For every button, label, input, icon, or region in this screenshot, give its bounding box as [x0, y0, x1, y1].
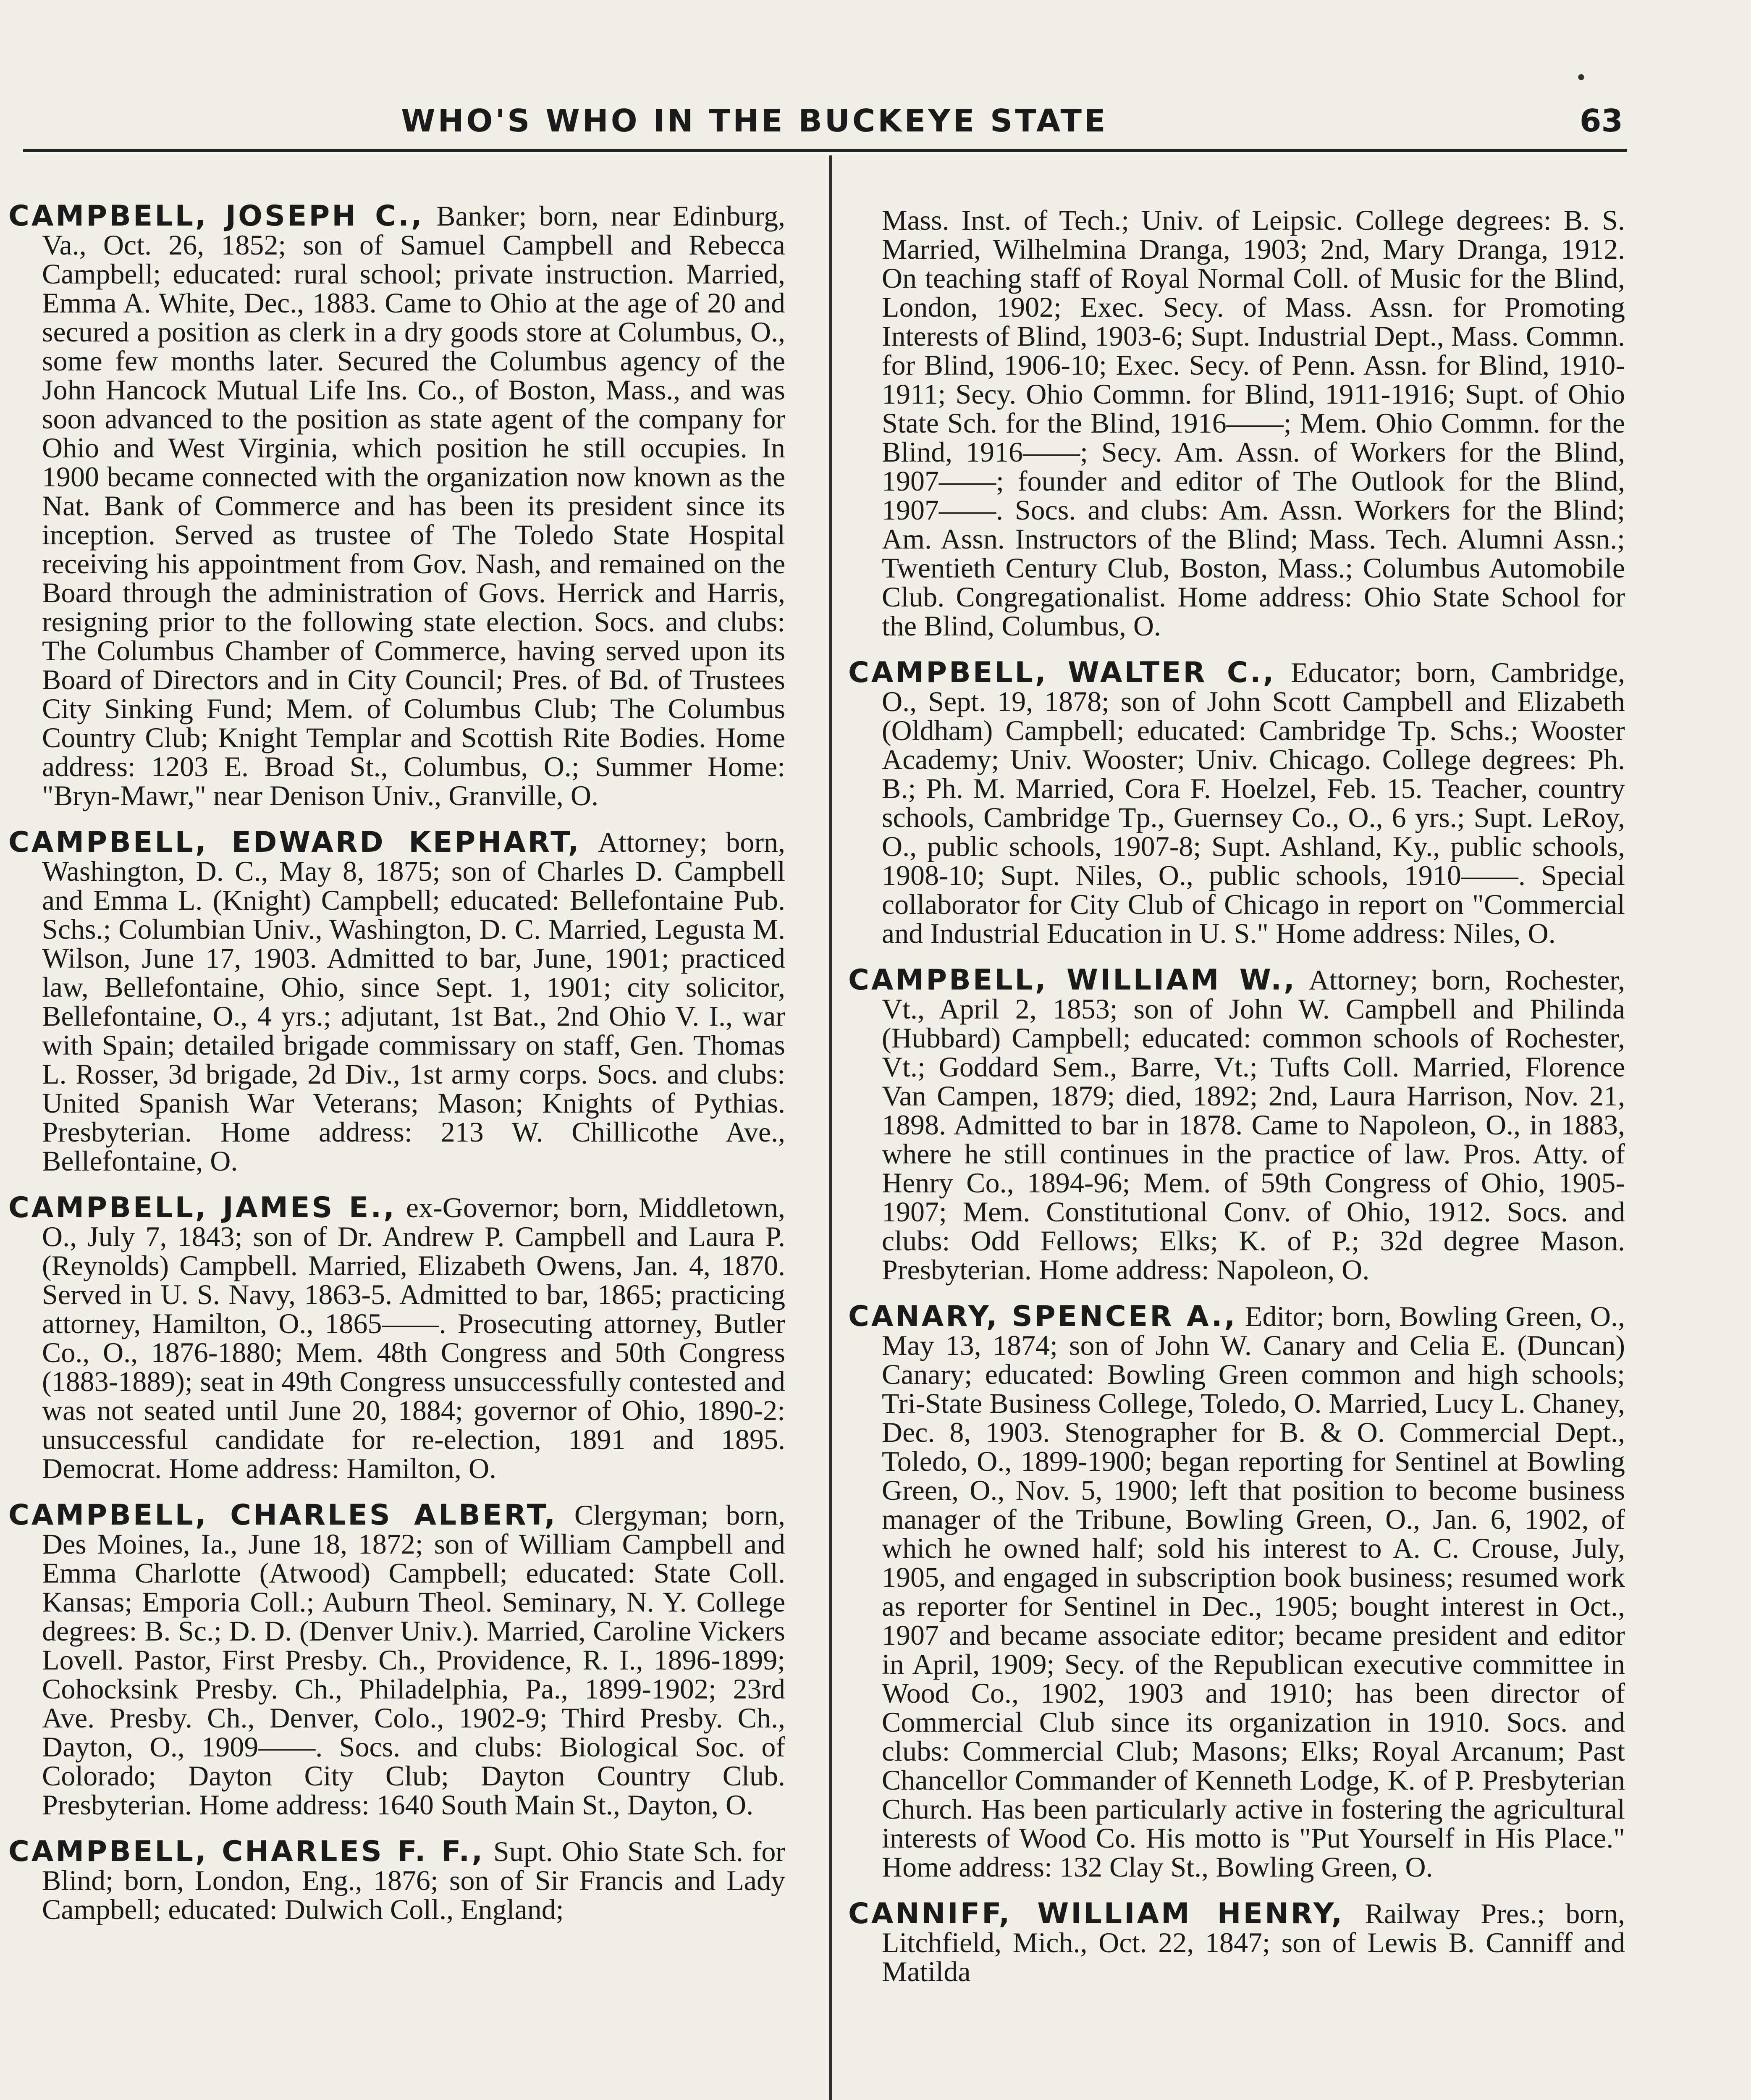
entry-name: CAMPBELL, CHARLES F. F., [8, 1835, 485, 1868]
biography-entry [848, 1899, 1625, 1986]
biography-entry [848, 658, 1625, 948]
biography-entry [848, 963, 1625, 1286]
entry-text: ex-Governor; born, Middletown, O., July 7, 1843; son of Dr. Andrew P. Campbell and Laura P. (Reynolds) Campbell. Married, Elizabeth Owens, Jan. 4, 1870. Served in U. S. Navy, 1863-5. Admitted to bar, 1865; practicing attorney, Hamilton, O., 1865——. Prosecuting attorney, Butler Co., O., 1876-1880; Mem. 48th Congress and 50th Congress (1883-1889); seat in 49th Congress unsuccessfully contested and was not seated until June 20, 1884; governor of Ohio, 1890-2: unsuccessful candidate for re-election, 1891 and 1895. Democrat. Home address: Hamilton, O. [42, 1192, 785, 1484]
biography-entry [8, 1193, 785, 1483]
entry-text: Attorney; born, Washington, D. C., May 8, 1875; son of Charles D. Campbell and Emma L. (Knight) Campbell; educated: Bellefontaine Pub. Schs.; Columbian Univ., Washington, D. C. Married, Legusta M. Wilson, June 17, 1903. Admitted to bar, June, 1901; practiced law, Bellefontaine, Ohio, since Sept. 1, 1901; city solicitor, Bellefontaine, O., 4 yrs.; adjutant, 1st Bat., 2nd Ohio V. I., war with Spain; detailed brigade commissary on staff, Gen. Thomas L. Rosser, 3d brigade, 2d Div., 1st army corps. Socs. and clubs: United Spanish War Veterans; Mason; Knights of Pythias. Presbyterian. Home address: 213 W. Chillicothe Ave., Bellefontaine, O. [42, 826, 785, 1177]
right-column [848, 206, 1625, 2100]
entry-text: Educator; born, Cambridge, O., Sept. 19, 1878; son of John Scott Campbell and Elizabeth (Oldham) Campbell; educated: Cambridge Tp. Schs.; Wooster Academy; Univ. Wooster; Univ. Chicago. College degrees: Ph. B.; Ph. M. Married, Cora F. Hoelzel, Feb. 15. Teacher, country schools, Cambridge Tp., Guernsey Co., O., 6 yrs.; Supt. LeRoy, O., public schools, 1907-8; Supt. Ashland, Ky., public schools, 1908-10; Supt. Niles, O., public schools, 1910——. Special collaborator for City Club of Chicago in report on "Commercial and Industrial Education in U. S." Home address: Niles, O. [882, 656, 1625, 949]
biography-entry [848, 1302, 1625, 1882]
entry-name: CAMPBELL, WALTER C., [848, 656, 1276, 689]
biography-entry [8, 202, 785, 810]
entry-name: CANNIFF, WILLIAM HENRY, [848, 1897, 1345, 1930]
entry-text: Supt. Ohio State Sch. for Blind; born, London, Eng., 1876; son of Sir Francis and Lady Campbell; educated: Dulwich Coll., England; [42, 1835, 785, 1925]
corner-mark: • [1577, 63, 1586, 91]
entry-text: Editor; born, Bowling Green, O., May 13, 1874; son of John W. Canary and Celia E. (Duncan) Canary; educated: Bowling Green common and high schools; Tri-State Business College, Toledo, O. Married, Lucy L. Chaney, Dec. 8, 1903. Stenographer for B. & O. Commercial Dept., Toledo, O., 1899-1900; began reporting for Sentinel at Bowling Green, O., Nov. 5, 1900; left that position to become business manager of the Tribune, Bowling Green, O., Jan. 6, 1902, of which he owned half; sold his interest to A. C. Crouse, July, 1905, and engaged in subscription book business; resumed work as reporter for Sentinel in Dec., 1905; bought interest in Oct., 1907 and became associate editor; became president and editor in April, 1909; Secy. of the Republican executive committee in Wood Co., 1902, 1903 and 1910; has been director of Commercial Club since its organization in 1910. Socs. and clubs: Commercial Club; Masons; Elks; Royal Arcanum; Past Chancellor Commander of Kenneth Lodge, K. of P. Presbyterian Church. Has been particularly active in fostering the agricultural interests of Wood Co. His motto is "Put Yourself in His Place." Home address: 132 Clay St., Bowling Green, O. [882, 1300, 1625, 1883]
running-head [23, 99, 1627, 152]
entry-name: CAMPBELL, CHARLES ALBERT, [8, 1499, 558, 1532]
entry-name: CAMPBELL, JAMES E., [8, 1191, 397, 1224]
entry-name: CAMPBELL, WILLIAM W., [848, 963, 1297, 997]
column-divider [829, 155, 832, 2100]
biography-entry [8, 1837, 785, 1924]
left-column [8, 202, 785, 2100]
entry-name: CAMPBELL, EDWARD KEPHART, [8, 826, 581, 859]
entry-name: CANARY, SPENCER A., [848, 1300, 1237, 1333]
page-number: 63 [1580, 103, 1623, 139]
running-title: WHO'S WHO IN THE BUCKEYE STATE [401, 103, 1108, 139]
entry-text: Attorney; born, Rochester, Vt., April 2, 1853; son of John W. Campbell and Philinda (Hubbard) Campbell; educated: common schools of Rochester, Vt.; Goddard Sem., Barre, Vt.; Tufts Coll. Married, Florence Van Campen, 1879; died, 1892; 2nd, Laura Harrison, Nov. 21, 1898. Admitted to bar in 1878. Came to Napoleon, O., in 1883, where he still continues in the practice of law. Pros. Atty. of Henry Co., 1894-96; Mem. of 59th Congress of Ohio, 1905-1907; Mem. Constitutional Conv. of Ohio, 1912. Socs. and clubs: Odd Fellows; Elks; K. of P.; 32d degree Mason. Presbyterian. Home address: Napoleon, O. [882, 964, 1625, 1286]
entry-text: Banker; born, near Edinburg, Va., Oct. 26, 1852; son of Samuel Campbell and Rebecca Campbell; educated: rural school; private instruction. Married, Emma A. White, Dec., 1883. Came to Ohio at the age of 20 and secured a position as clerk in a dry goods store at Columbus, O., some few months later. Secured the Columbus agency of the John Hancock Mutual Life Ins. Co., of Boston, Mass., and was soon advanced to the position as state agent of the company for Ohio and West Virginia, which position he still occupies. In 1900 became connected with the organization now known as the Nat. Bank of Commerce and has been its president since its inception. Served as trustee of The Toledo State Hospital receiving his appointment from Gov. Nash, and remained on the Board through the administration of Govs. Herrick and Harris, resigning prior to the following state election. Socs. and clubs: The Columbus Chamber of Commerce, having served upon its Board of Directors and in City Council; Pres. of Bd. of Trustees City Sinking Fund; Mem. of Columbus Club; The Columbus Country Club; Knight Templar and Scottish Rite Bodies. Home address: 1203 E. Broad St., Columbus, O.; Summer Home: "Bryn-Mawr," near Denison Univ., Granville, O. [42, 202, 785, 811]
entry-text: Mass. Inst. of Tech.; Univ. of Leipsic. College degrees: B. S. Married, Wilhelmina Dranga, 1903; 2nd, Mary Dranga, 1912. On teaching staff of Royal Normal Coll. of Music for the Blind, London, 1902; Exec. Secy. of Mass. Assn. for Promoting Interests of Blind, 1903-6; Supt. Industrial Dept., Mass. Commn. for Blind, 1906-10; Exec. Secy. of Penn. Assn. for Blind, 1910-1911; Secy. Ohio Commn. for Blind, 1911-1916; Supt. of Ohio State Sch. for the Blind, 1916——; Mem. Ohio Commn. for the Blind, 1916——; Secy. Am. Assn. of Workers for the Blind, 1907——; founder and editor of The Outlook for the Blind, 1907——. Socs. and clubs: Am. Assn. Workers for the Blind; Am. Assn. Instructors of the Blind; Mass. Tech. Alumni Assn.; Twentieth Century Club, Boston, Mass.; Columbus Automobile Club. Congregationalist. Home address: Ohio State School for the Blind, Columbus, O. [882, 206, 1625, 642]
entry-text: Clergyman; born, Des Moines, Ia., June 18, 1872; son of William Campbell and Emma Charlotte (Atwood) Campbell; educated: State Coll. Kansas; Emporia Coll.; Auburn Theol. Seminary, N. Y. College degrees: B. Sc.; D. D. (Denver Univ.). Married, Caroline Vickers Lovell. Pastor, First Presby. Ch., Providence, R. I., 1896-1899; Cohocksink Presby. Ch., Philadelphia, Pa., 1899-1902; 23rd Ave. Presby. Ch., Denver, Colo., 1902-9; Third Presby. Ch., Dayton, O., 1909——. Socs. and clubs: Biological Soc. of Colorado; Dayton City Club; Dayton Country Club. Presbyterian. Home address: 1640 South Main St., Dayton, O. [42, 1499, 785, 1821]
biography-entry [8, 1501, 785, 1819]
entry-name: CAMPBELL, JOSEPH C., [8, 202, 424, 233]
entry-text: Railway Pres.; born, Litchfield, Mich., Oct. 22, 1847; son of Lewis B. Canniff and Matilda [882, 1898, 1625, 1987]
biography-entry-continued [848, 206, 1625, 640]
biography-entry [8, 828, 785, 1176]
